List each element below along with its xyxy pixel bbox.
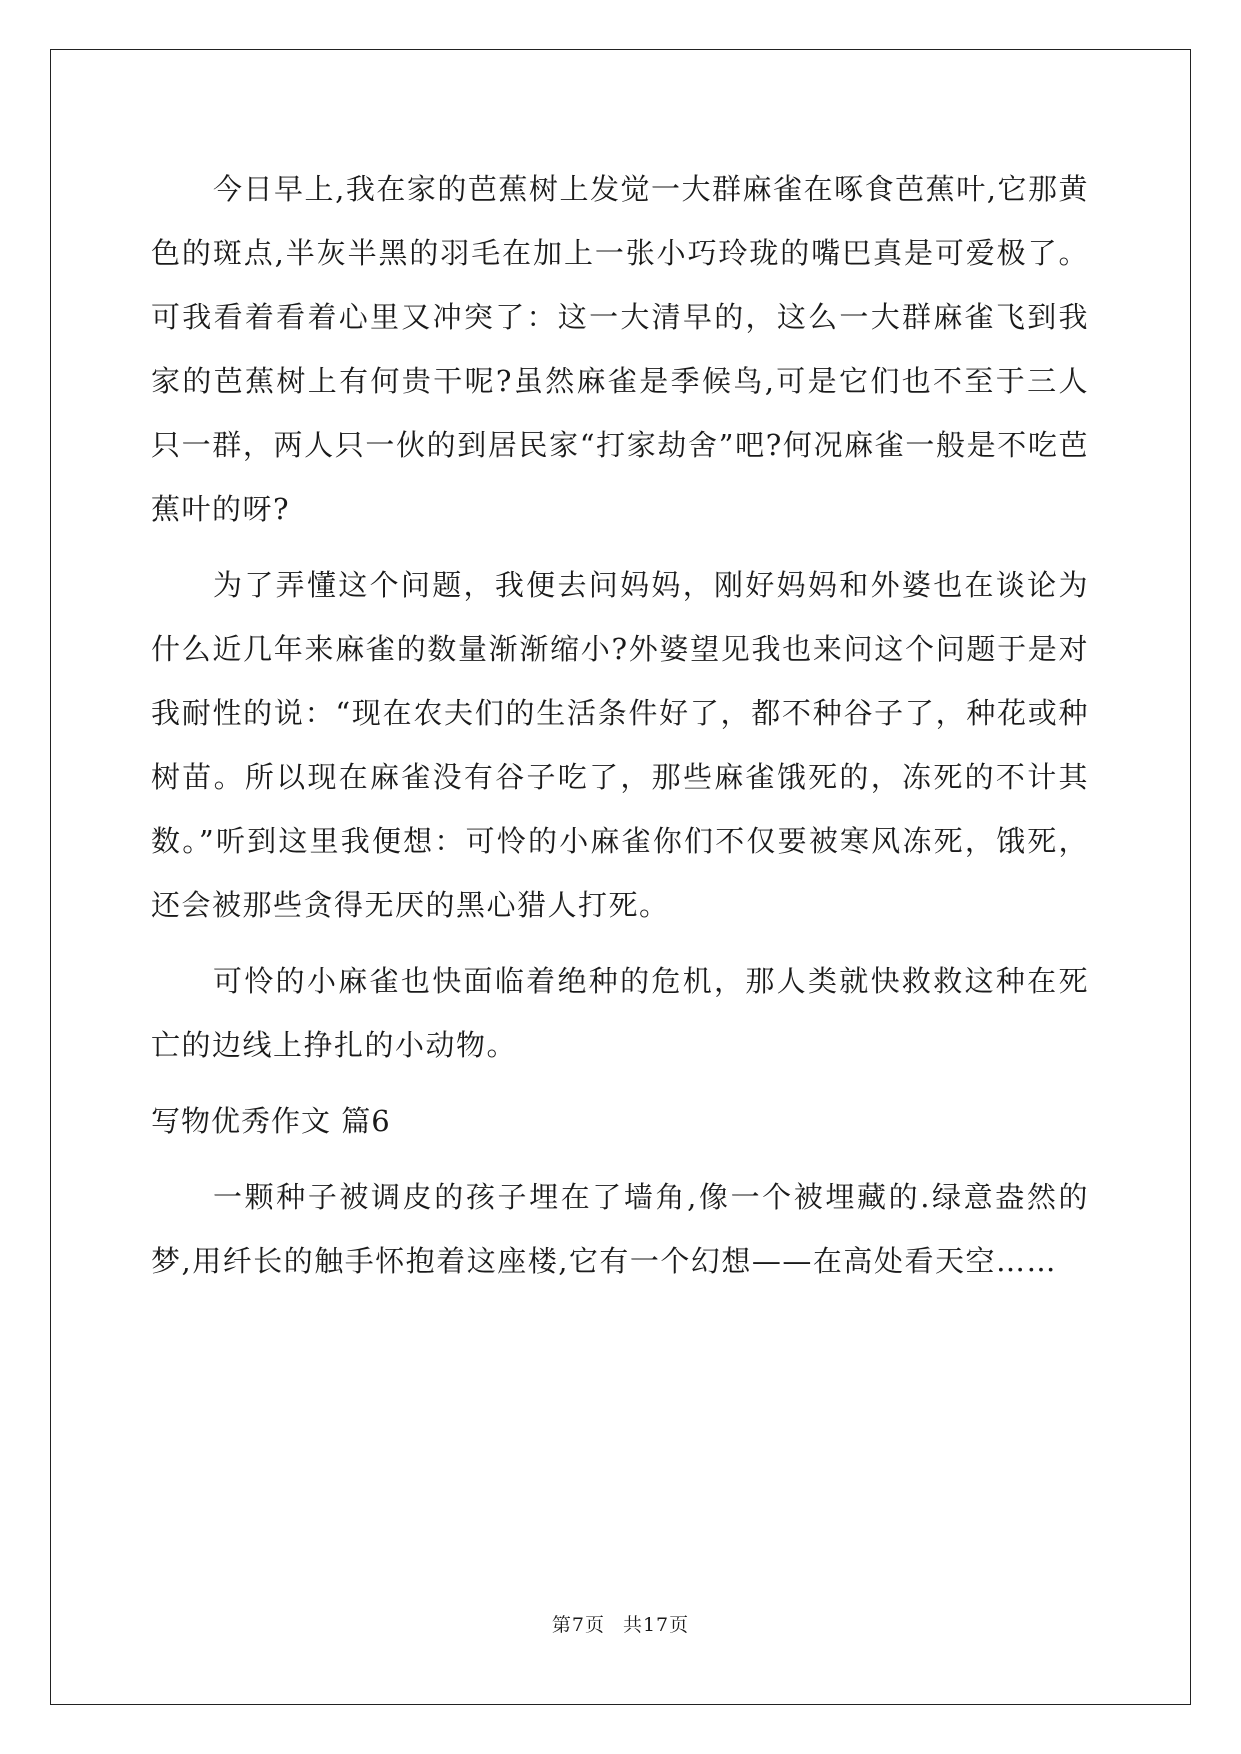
page-footer	[0, 1610, 1241, 1637]
document-body	[151, 157, 1089, 1305]
section-heading: 写物优秀作文 篇6	[151, 1104, 391, 1138]
paragraph-seed-dream: 一颗种子被调皮的孩子埋在了墙角,像一个被埋藏的.绿意盎然的梦,用纤长的触手怀抱着这座楼,它有一个幻想——在高处看天空……	[151, 1180, 1089, 1278]
paragraph-endangered-sparrows: 可怜的小麻雀也快面临着绝种的危机，那人类就快救救这种在死亡的边线上挣扎的小动物。	[151, 964, 1089, 1062]
paragraph-sparrows-morning: 今日早上,我在家的芭蕉树上发觉一大群麻雀在啄食芭蕉叶,它那黄色的斑点,半灰半黑的羽毛在加上一张小巧玲珑的嘴巴真是可爱极了。可我看着看着心里又冲突了：这一大清早的，这么一大群麻雀飞到我家的芭蕉树上有何贵干呢?虽然麻雀是季候鸟,可是它们也不至于三人只一群，两人只一伙的到居民家“打家劫舍”吧?何况麻雀一般是不吃芭蕉叶的呀?	[151, 172, 1089, 526]
paragraph-grandma-explanation: 为了弄懂这个问题，我便去问妈妈，刚好妈妈和外婆也在谈论为什么近几年来麻雀的数量渐渐缩小?外婆望见我也来问这个问题于是对我耐性的说：“现在农夫们的生活条件好了，都不种谷子了，种花或种树苗。所以现在麻雀没有谷子吃了，那些麻雀饿死的，冻死的不计其数。”听到这里我便想：可怜的小麻雀你们不仅要被寒风冻死，饿死，还会被那些贪得无厌的黑心猎人打死。	[151, 568, 1089, 922]
page-total: 共17页	[622, 1614, 690, 1636]
page-number: 第7页	[551, 1614, 605, 1636]
